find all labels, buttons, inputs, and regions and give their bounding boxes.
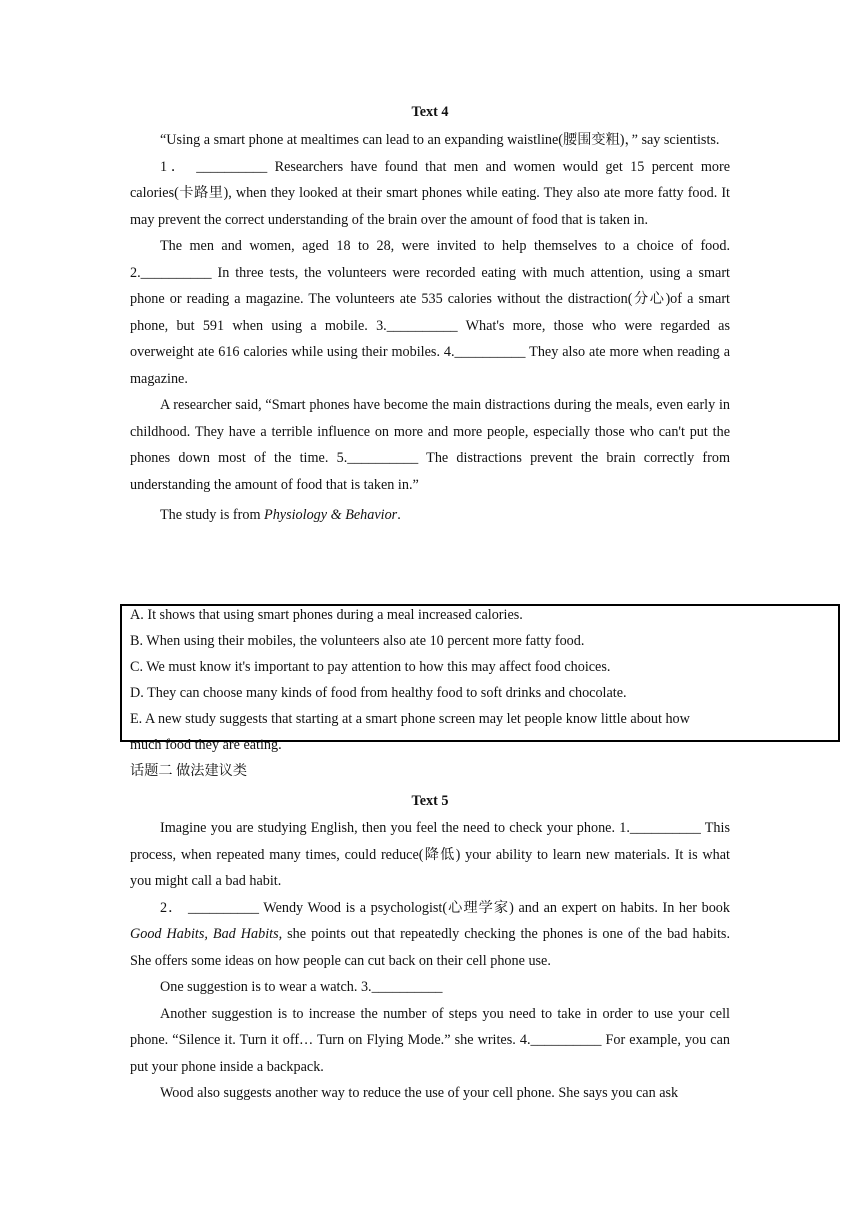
text5-paragraph-4: Another suggestion is to increase the number of steps you need to take in order to use your cell phone. “Silence it. Turn it off… Turn on Flying Mode.” she writes. 4.__________ For example, you can put your phone inside a backpack.: [130, 1005, 730, 1075]
option-d: D. They can choose many kinds of food from healthy food to soft drinks and chocolate.: [130, 685, 627, 701]
source-prefix: The study is from: [160, 507, 265, 523]
source-suffix: .: [397, 507, 401, 523]
topic-heading: 话题二 做法建议类: [130, 763, 248, 779]
text5-p2-end: she points out that repeatedly checking the phones is one of the bad habits. She offers some ideas on how people can cut back on their cell phone use.: [130, 926, 730, 969]
option-c: C. We must know it's important to pay attention to how this may affect food choices.: [130, 659, 611, 675]
text4-source-line: [130, 502, 730, 529]
text5-paragraph-3: One suggestion is to wear a watch. 3.__________: [160, 979, 443, 995]
text4-paragraph-4: A researcher said, “Smart phones have become the main distractions during the meals, even early in childhood. They have a terrible influence on more and more people, especially those who can't put the phones down most of the time. 5.__________ The distractions prevent the brain correctly from understanding the amount of food that is taken in.”: [130, 397, 730, 493]
text4-paragraph-2: 1． __________ Researchers have found that men and women would get 15 percent more calories(卡路里), when they looked at their smart phones while eating. They also ate more fatty food. It may prevent the correct understanding of the brain over the amount of food that is taken in.: [130, 158, 730, 228]
text5-title: Text 5: [411, 793, 449, 809]
text4-options: [130, 602, 730, 784]
text5-p2-start: 2． __________ Wendy Wood is a psychologist(心理学家) and an expert on habits. In her book: [160, 899, 730, 916]
text5-body: [130, 815, 730, 1107]
text4-title: Text 4: [411, 104, 449, 120]
text4-body: [130, 127, 730, 529]
option-e-continued: much food they are eating.: [130, 737, 282, 753]
text4-paragraph-3: The men and women, aged 18 to 28, were invited to help themselves to a choice of food. 2.__________ In three tests, the volunteers were recorded eating with much attention, using a smart phone or reading a magazine. The volunteers ate 535 calories without the distraction(分心)of a smart phone, but 591 when using a mobile. 3.__________ What's more, those who were regarded as overweight ate 616 calories while using their mobiles. 4.__________ They also ate more when reading a magazine.: [130, 238, 730, 387]
text5-paragraph-5: Wood also suggests another way to reduce the use of your cell phone. She says you can ask: [160, 1085, 679, 1101]
option-e: E. A new study suggests that starting at a smart phone screen may let people know little about how: [130, 711, 690, 727]
text4-paragraph-1: “Using a smart phone at mealtimes can lead to an expanding waistline(腰围变粗)，” say scientists.: [160, 132, 720, 148]
option-a: A. It shows that using smart phones during a meal increased calories.: [130, 607, 523, 623]
option-b: B. When using their mobiles, the volunteers also ate 10 percent more fatty food.: [130, 633, 585, 649]
book-title: Good Habits, Bad Habits,: [130, 926, 283, 942]
source-journal: Physiology & Behavior: [264, 507, 398, 523]
text5-paragraph-2: [130, 895, 730, 975]
text5-paragraph-1: Imagine you are studying English, then you feel the need to check your phone. 1.__________ This process, when repeated many times, could reduce(降低) your ability to learn new materials. It is what you might call a bad habit.: [130, 820, 730, 889]
